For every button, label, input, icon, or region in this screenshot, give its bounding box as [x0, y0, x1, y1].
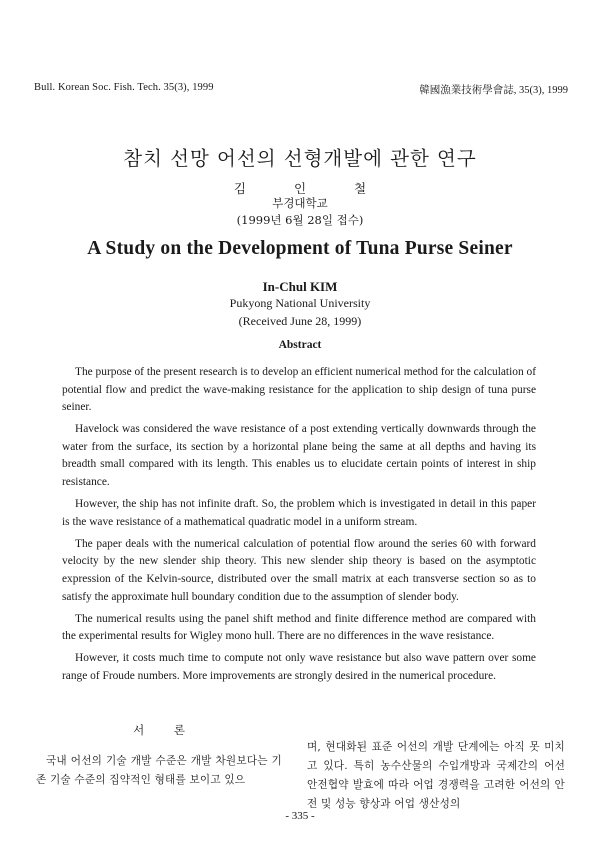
abstract-paragraph: However, it costs much time to compute not only wave resistance but also wave pattern over some range of Froude numbers. More improvements are strongly desired in the numerical procedure. [62, 652, 536, 682]
section-heading-introduction: 서 론 [133, 723, 185, 737]
english-author: In-Chul KIM [262, 279, 338, 294]
english-title: A Study on the Development of Tuna Purse Seiner [87, 238, 513, 259]
running-header-left: Bull. Korean Soc. Fish. Tech. 35(3), 1999 [34, 82, 214, 93]
running-header-right: 韓國漁業技術學會誌, 35(3), 1999 [419, 85, 568, 96]
korean-received-date: (1999년 6월 28일 접수) [236, 213, 364, 227]
english-received-date: (Received June 28, 1999) [238, 314, 362, 328]
page-number: - 335 - [285, 810, 315, 822]
body-column-right [307, 738, 565, 814]
body-paragraph-left: 국내 어선의 기술 개발 수준은 개발 차원보다는 기존 기술 수준의 집약적인 형태를 보이고 있으 [36, 755, 282, 786]
korean-title: 참치 선망 어선의 선형개발에 관한 연구 [123, 147, 477, 170]
abstract-paragraph: However, the ship has not infinite draft. So, the problem which is investigated in detail in this paper is the wave resistance of a mathematical quadratic model in a uniform stream. [62, 498, 536, 528]
abstract-paragraph: The numerical results using the panel shift method and finite difference method are compared with the experimental results for Wigley mono hull. There are no differences in the wave resistance. [62, 612, 536, 643]
abstract-heading: Abstract [278, 339, 322, 351]
korean-author: 김 인 철 [233, 181, 367, 196]
body-column-left [36, 722, 282, 790]
abstract-paragraph: The paper deals with the numerical calculation of potential flow around the series 60 with forward velocity by the new slender ship theory. This new slender ship theory is based on the asymptotic expression of the Kelvin-source, distributed over the small matrix at each transverse section so as to satisfy the approximate hull boundary condition due to the assumption of slender body. [62, 537, 536, 603]
body-paragraph-right: 며, 현대화된 표준 어선의 개발 단계에는 아직 못 미치고 있다. 특히 농수산물의 수입개방과 국제간의 어선 안전협약 발효에 따라 어업 경쟁력을 고려한 어선의 안전 및 성능 향상과 어업 생산성의 [307, 741, 565, 810]
abstract-body [62, 364, 536, 690]
korean-affiliation: 부경대학교 [272, 196, 328, 210]
english-affiliation: Pukyong National University [229, 296, 371, 310]
abstract-paragraph: The purpose of the present research is to develop an efficient numerical method for the calculation of potential flow and predict the wave-making resistance for the application to ship design of tuna purse seiner. [62, 366, 536, 414]
abstract-paragraph: Havelock was considered the wave resistance of a post extending vertically downwards through the water from the surface, its section by a horizontal plane being the same at all depths and having its breadth small compared with its length. This enables us to elucidate certain points of interest in ship resistance. [62, 423, 536, 489]
